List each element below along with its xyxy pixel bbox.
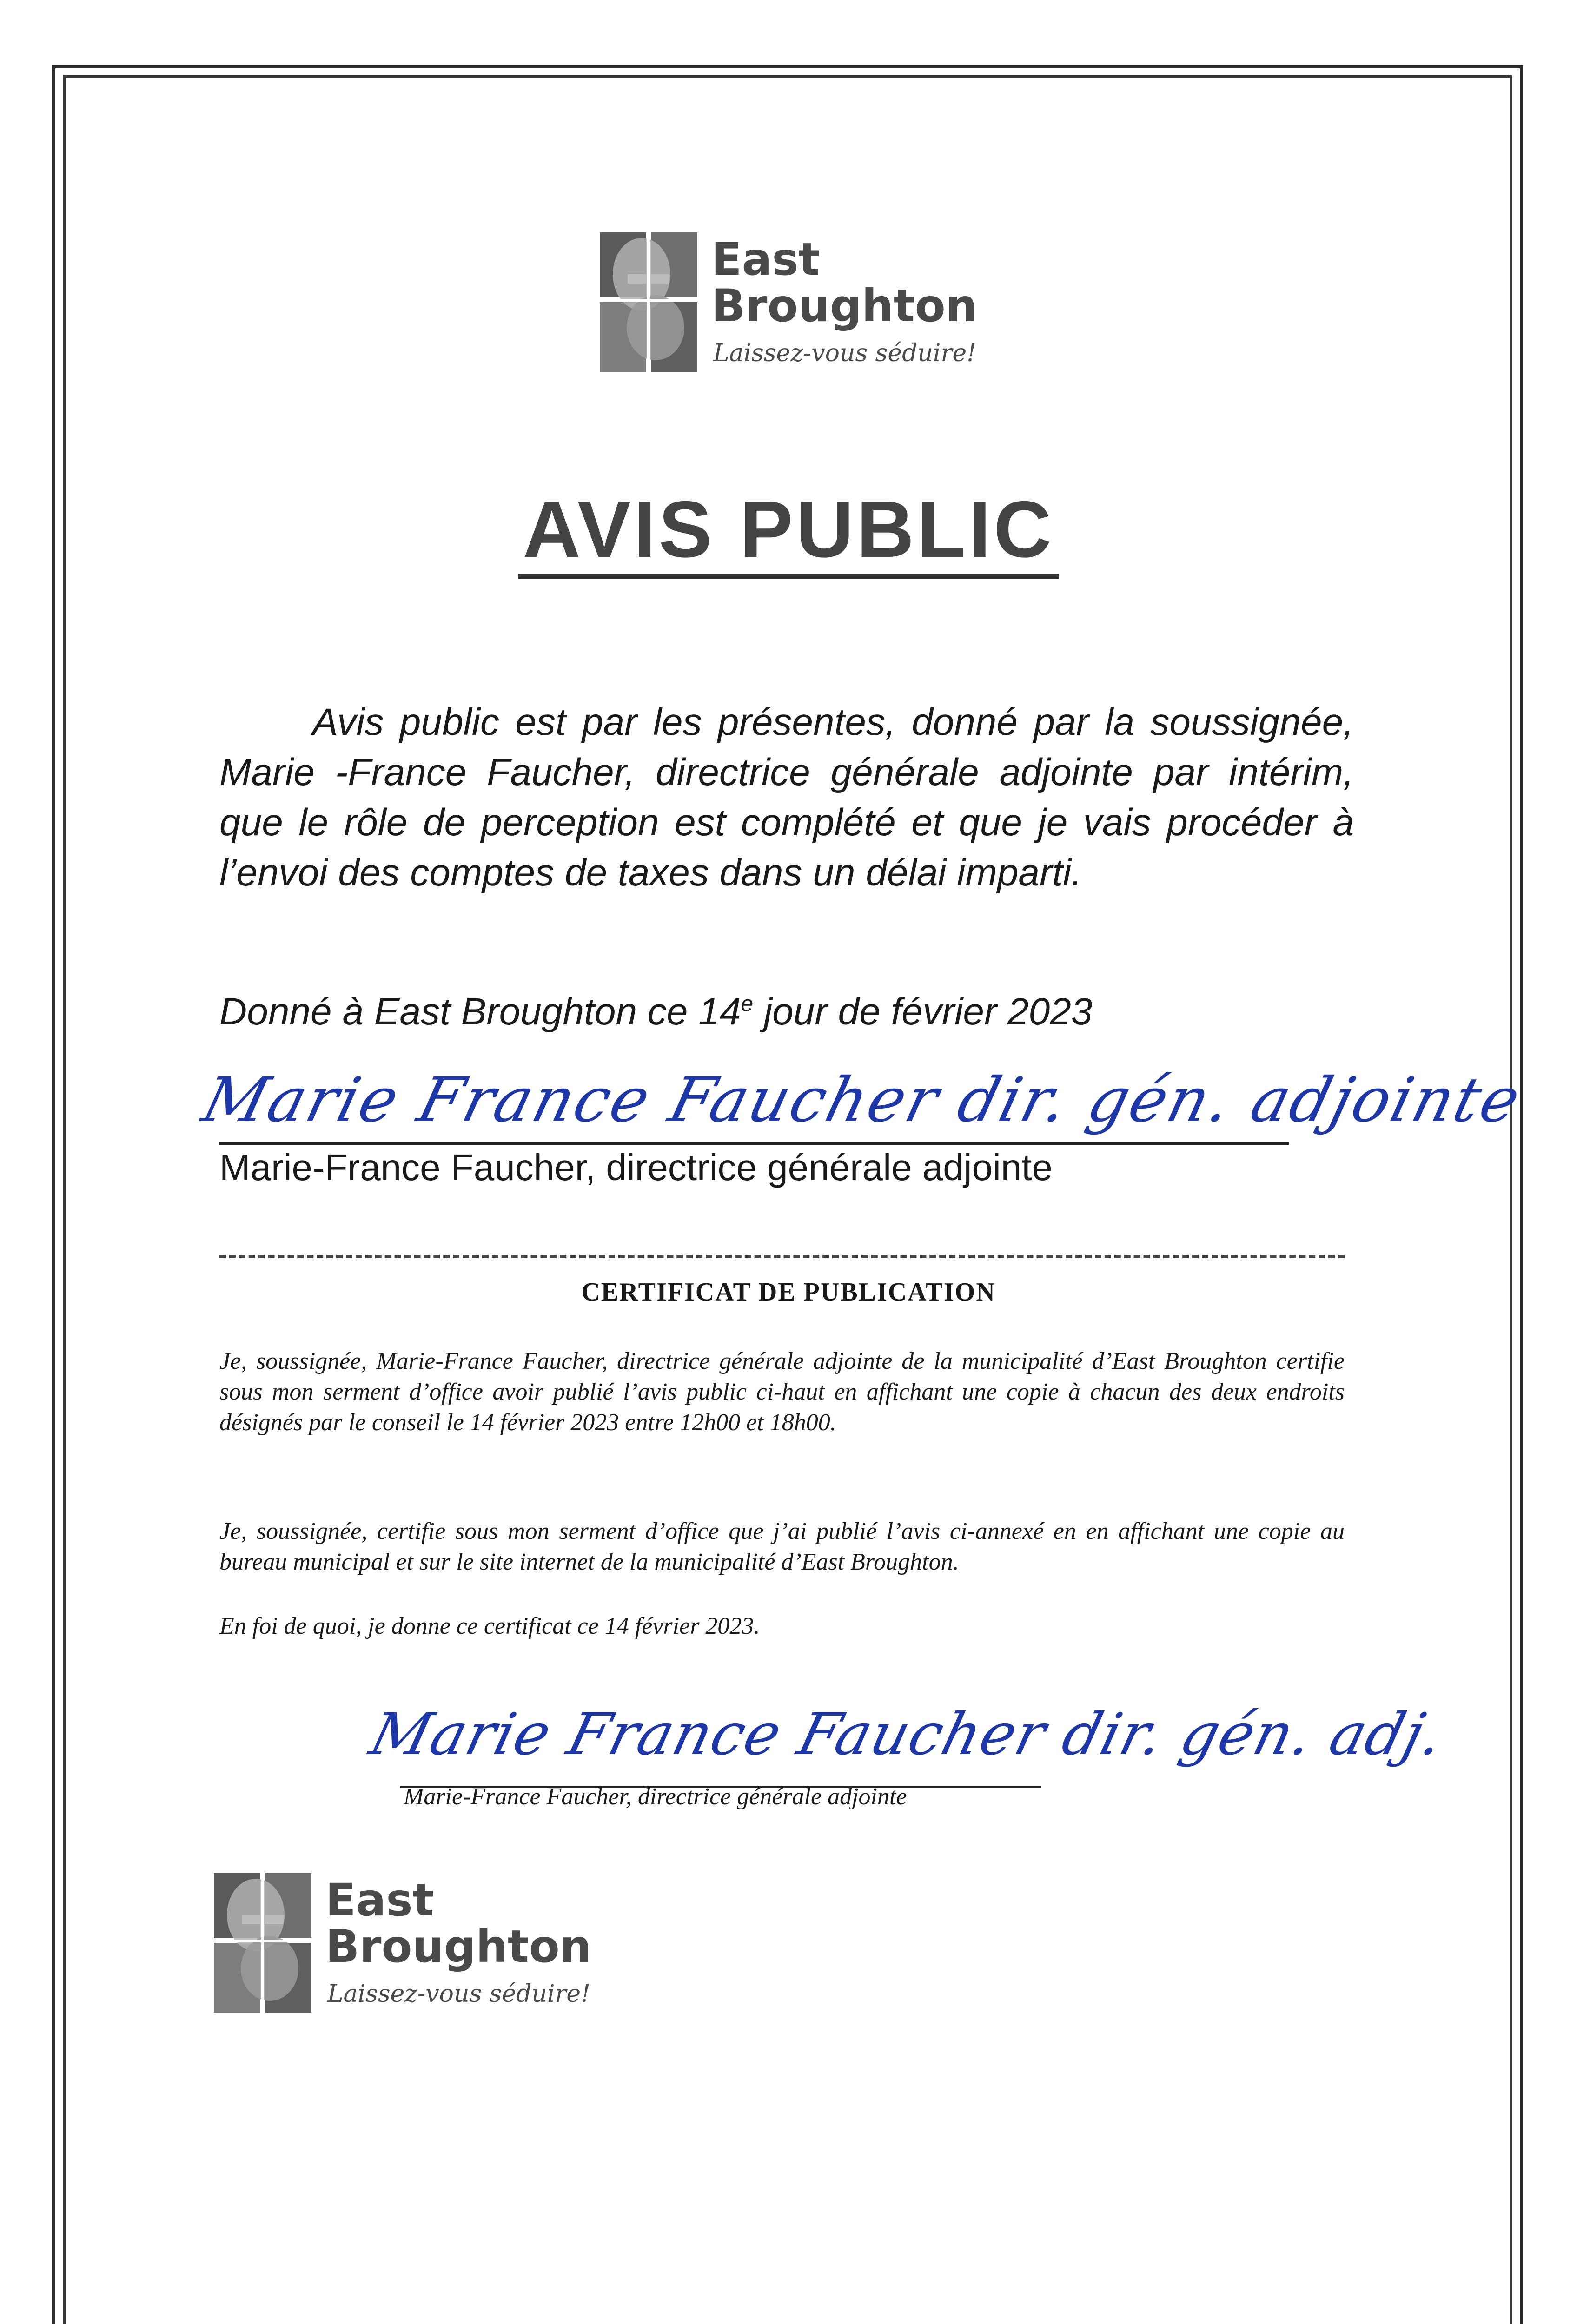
- notice-given-line: [219, 990, 1092, 1034]
- certificate-paragraph-3: En foi de quoi, je donne ce certificat ce 14 février 2023.: [219, 1613, 760, 1639]
- certificate-title: CERTIFICAT DE PUBLICATION: [581, 1278, 996, 1307]
- logo-word-broughton: Broughton: [711, 280, 978, 332]
- eb-logo-mark-icon: [600, 232, 697, 372]
- dashed-separator: [219, 1255, 1345, 1258]
- page-title-text: AVIS PUBLIC: [518, 488, 1059, 579]
- given-prefix: Donné à East Broughton ce 14: [219, 990, 741, 1033]
- eb-logo-mark-icon: [214, 1873, 311, 2013]
- given-superscript: e: [741, 991, 754, 1017]
- given-suffix: jour de février 2023: [753, 990, 1093, 1033]
- logo-word-east: East: [325, 1874, 434, 1926]
- page-title: [0, 483, 1577, 579]
- certificate-paragraph-1: Je, soussignée, Marie-France Faucher, directrice générale adjointe de la municipalité d’East Broughton certifie sous mon serment d’office avoir publié l’avis public ci-haut en affichant une copie à chacun des deux endroits désignés par le conseil le 14 février 2023 entre 12h00 et 18h00.: [219, 1348, 1345, 1436]
- logo-word-east: East: [711, 233, 820, 285]
- signer-name-notice: Marie-France Faucher, directrice générale adjointe: [219, 1147, 1053, 1188]
- logo-tagline: Laissez-vous séduire!: [327, 1980, 591, 2008]
- logo-word-broughton: Broughton: [325, 1921, 592, 1973]
- notice-body: Avis public est par les présentes, donné par la soussignée, Marie -France Faucher, directrice générale adjointe par intérim, que le rôle de perception est complété et que je vais procéder à l’envoi des comptes de taxes dans un délai imparti.: [219, 701, 1354, 894]
- handwritten-signature-notice: Marie France Faucher dir. gén. adjointe: [195, 1064, 1529, 1136]
- certificate-paragraph-2: Je, soussignée, certifie sous mon serment d’office que j’ai publié l’avis ci-annexé en en affichant une copie au bureau municipal et sur le site internet de la municipalité d’East Broughton.: [219, 1518, 1345, 1575]
- signer-name-certificate: Marie-France Faucher, directrice générale adjointe: [404, 1783, 907, 1810]
- handwritten-signature-certificate: Marie France Faucher dir. gén. adj.: [364, 1701, 1451, 1768]
- signature-line-notice: [219, 1142, 1289, 1145]
- logo-tagline: Laissez-vous séduire!: [713, 339, 977, 367]
